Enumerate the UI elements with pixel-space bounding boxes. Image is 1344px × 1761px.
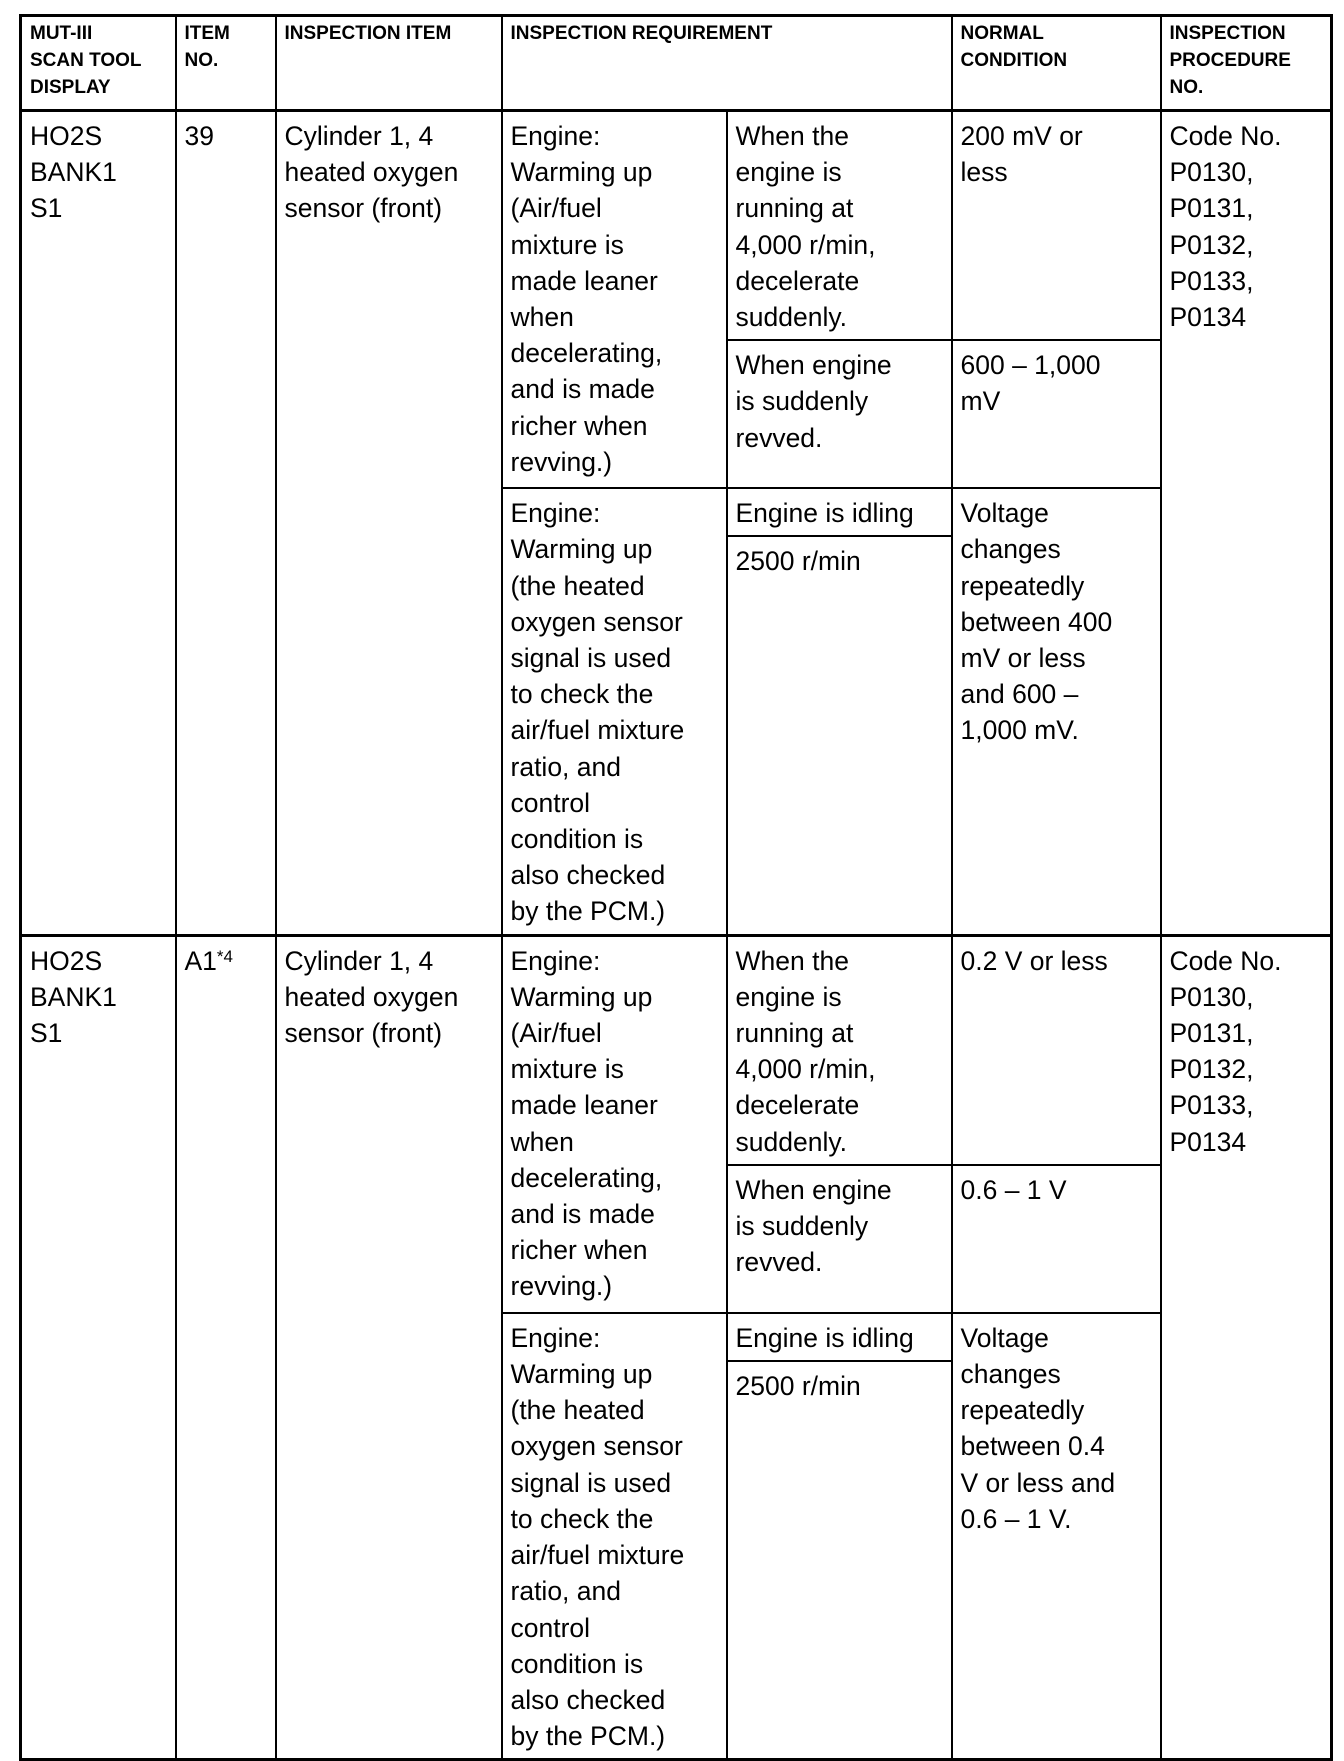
- condition-cell: Engine is idling: [727, 1313, 952, 1361]
- condition-cell: Engine is idling: [727, 488, 952, 536]
- header-item-no: ITEM NO.: [176, 16, 276, 111]
- normal-condition-cell: 0.6 – 1 V: [952, 1165, 1161, 1313]
- document-page: [19, 14, 1330, 1761]
- normal-condition-cell: 200 mV or less: [952, 111, 1161, 341]
- header-inspection-procedure-no: INSPECTION PROCEDURE NO.: [1161, 16, 1332, 111]
- condition-cell: 2500 r/min: [727, 536, 952, 935]
- condition-cell: When the engine is running at 4,000 r/min, decelerate suddenly.: [727, 935, 952, 1165]
- item-no-cell: 39: [176, 111, 276, 936]
- header-scan-tool-display: MUT-III SCAN TOOL DISPLAY: [21, 16, 176, 111]
- requirement-group-cell: Engine: Warming up (the heated oxygen sensor signal is used to check the air/fuel mixture ratio, and control condition is also checked by the PCM.): [502, 488, 727, 935]
- header-inspection-requirement: INSPECTION REQUIREMENT: [502, 16, 952, 111]
- normal-condition-cell: 0.2 V or less: [952, 935, 1161, 1165]
- item-no-cell: A1$^{*4}$: [176, 935, 276, 1760]
- table-row: [21, 111, 1332, 341]
- header-row: [21, 16, 1332, 111]
- condition-cell: 2500 r/min: [727, 1361, 952, 1760]
- inspection-table: [19, 14, 1333, 1761]
- header-normal-condition: NORMAL CONDITION: [952, 16, 1161, 111]
- normal-condition-cell: Voltage changes repeatedly between 400 mV or less and 600 – 1,000 mV.: [952, 488, 1161, 935]
- inspection-item-cell: Cylinder 1, 4 heated oxygen sensor (front): [276, 935, 502, 1760]
- header-inspection-item: INSPECTION ITEM: [276, 16, 502, 111]
- scan-tool-display-cell: HO2S BANK1 S1: [21, 111, 176, 936]
- normal-condition-cell: Voltage changes repeatedly between 0.4 V or less and 0.6 – 1 V.: [952, 1313, 1161, 1760]
- procedure-cell: Code No. P0130, P0131, P0132, P0133, P0134: [1161, 111, 1332, 936]
- condition-cell: When the engine is running at 4,000 r/min, decelerate suddenly.: [727, 111, 952, 341]
- requirement-group-cell: Engine: Warming up (Air/fuel mixture is made leaner when decelerating, and is made richer when revving.): [502, 111, 727, 489]
- scan-tool-display-cell: HO2S BANK1 S1: [21, 935, 176, 1760]
- procedure-cell: Code No. P0130, P0131, P0132, P0133, P0134: [1161, 935, 1332, 1760]
- requirement-group-cell: Engine: Warming up (Air/fuel mixture is made leaner when decelerating, and is made richer when revving.): [502, 935, 727, 1313]
- condition-cell: When engine is suddenly revved.: [727, 340, 952, 488]
- normal-condition-cell: 600 – 1,000 mV: [952, 340, 1161, 488]
- inspection-item-cell: Cylinder 1, 4 heated oxygen sensor (front): [276, 111, 502, 936]
- condition-cell: When engine is suddenly revved.: [727, 1165, 952, 1313]
- table-row: [21, 935, 1332, 1165]
- requirement-group-cell: Engine: Warming up (the heated oxygen sensor signal is used to check the air/fuel mixture ratio, and control condition is also checked by the PCM.): [502, 1313, 727, 1760]
